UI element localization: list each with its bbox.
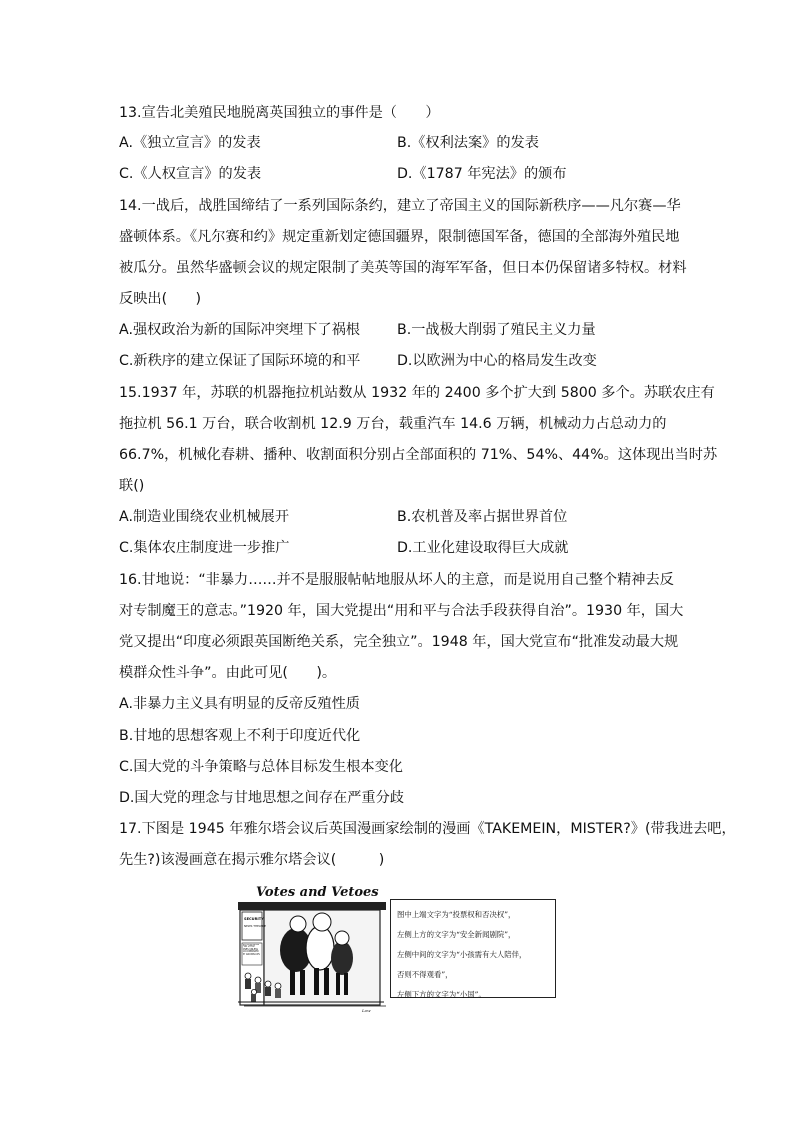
- admission-notice-text: NO ADMISSION FOR LITTLE ONES UNLESS ACCOMPANIED BY GROWN-UPS: [242, 943, 260, 956]
- caption-line: 图中上端文字为“投票权和否决权”，: [397, 910, 516, 919]
- q16-stem-line: 16.甘地说：“非暴力……并不是服服帖帖地服从坏人的主意，而是说用自己整个精神去反: [119, 572, 674, 588]
- small-figure: [251, 989, 256, 994]
- q16-stem-line: 党又提出“印度必须跟英国断绝关系，完全独立”。1948 年，国大党宣布“批准发动最大规: [119, 634, 679, 650]
- q14-stem-line: 盛顿体系。《凡尔赛和约》规定重新划定德国疆界，限制德国军备，德国的全部海外殖民地: [119, 229, 680, 245]
- q17-stem-line: 17.下图是 1945 年雅尔塔会议后英国漫画家绘制的漫画《TAKEMEIN，MISTER?》(带我进去吧，: [119, 821, 736, 837]
- q16-stem-line: 对专制魔王的意志。”1920 年，国大党提出“用和平与合法手段获得自治”。1930 年，国大: [119, 603, 684, 619]
- q15-stem-line: 15.1937 年，苏联的机器拖拉机站数从 1932 年的 2400 多个扩大到 5800 多个。苏联农庄有: [119, 385, 715, 401]
- small-figure: [275, 989, 281, 998]
- q16-option-a: A.非暴力主义具有明显的反帝反殖性质: [119, 696, 360, 712]
- small-figure: [245, 973, 251, 979]
- cartoon-caption-box: [390, 899, 556, 998]
- q13-option-b: B.《权利法案》的发表: [397, 135, 539, 151]
- cartoon-illustration: [234, 880, 394, 1015]
- small-figure: [255, 977, 261, 983]
- q16-option-d: D.国大党的理念与甘地思想之间存在严重分歧: [119, 790, 404, 806]
- q13-stem: 13.宣告北美殖民地脱离英国独立的事件是（ ）: [119, 105, 440, 121]
- small-figure: [265, 981, 271, 987]
- figure-right-leg: [344, 973, 348, 995]
- q14-option-c: C.新秩序的建立保证了国际环境的和平: [119, 353, 361, 369]
- q15-option-a: A.制造业围绕农业机械展开: [119, 509, 290, 525]
- figure-middle-coat: [306, 926, 334, 970]
- small-figure: [251, 994, 256, 1002]
- small-figure: [275, 983, 281, 989]
- caption-line: 左侧下方的文字为“小国”。: [397, 990, 486, 999]
- q13-option-a: A.《独立宣言》的发表: [119, 135, 261, 151]
- q14-option-d: D.以欧洲为中心的格局发生改变: [397, 353, 597, 369]
- caption-line: 左侧中间的文字为“小孩需有大人陪伴，: [397, 950, 527, 959]
- q15-stem-line: 联(): [119, 478, 145, 494]
- q14-stem-line: 反映出( ): [119, 291, 202, 307]
- q15-option-c: C.集体农庄制度进一步推广: [119, 540, 290, 556]
- q13-option-d: D.《1787 年宪法》的颁布: [397, 166, 567, 182]
- figure-left-leg: [290, 970, 295, 995]
- figure-right-coat: [331, 941, 353, 975]
- q16-option-c: C.国大党的斗争策略与总体目标发生根本变化: [119, 759, 403, 775]
- figure-left-head: [290, 916, 306, 932]
- figure-right-leg: [336, 973, 340, 995]
- caption-line: 否则不得观看”，: [397, 970, 453, 979]
- figure-middle-head: [313, 913, 331, 931]
- artist-signature: Low: [362, 1008, 371, 1013]
- figure-left-leg: [300, 970, 305, 995]
- q15-option-b: B.农机普及率占据世界首位: [397, 509, 568, 525]
- q17-stem-line: 先生?)该漫画意在揭示雅尔塔会议( ): [119, 852, 385, 868]
- figure-right-head: [335, 931, 349, 945]
- figure-middle-leg: [324, 968, 329, 995]
- q15-stem-line: 拖拉机 56.1 万台，联合收割机 12.9 万台，载重汽车 14.6 万辆，机械动力占总动力的: [119, 416, 667, 432]
- cartoon-headline: Votes and Vetoes: [256, 885, 379, 900]
- theatre-sign-subtext: NEWS THEATRE: [244, 924, 266, 928]
- q14-stem-line: 14.一战后，战胜国缔结了一系列国际条约，建立了帝国主义的国际新秩序——凡尔赛—华: [119, 198, 681, 214]
- q15-stem-line: 66.7%，机械化春耕、播种、收割面积分别占全部面积的 71%、54%、44%。这体现出当时苏: [119, 447, 718, 463]
- small-figure: [245, 979, 251, 989]
- figure-middle-leg: [314, 968, 319, 995]
- caption-line: 左侧上方的文字为“安全新闻剧院”，: [397, 930, 516, 939]
- q14-option-b: B.一战极大削弱了殖民主义力量: [397, 322, 596, 338]
- q16-option-b: B.甘地的思想客观上不利于印度近代化: [119, 728, 361, 744]
- q13-option-c: C.《人权宣言》的发表: [119, 166, 262, 182]
- building-cornice: [238, 902, 386, 910]
- theatre-sign-text: SECURITY: [244, 917, 264, 921]
- q14-option-a: A.强权政治为新的国际冲突埋下了祸根: [119, 322, 360, 338]
- q16-stem-line: 模群众性斗争”。由此可见( )。: [119, 665, 337, 681]
- small-figure: [265, 987, 271, 996]
- q14-stem-line: 被瓜分。虽然华盛顿会议的规定限制了美英等国的海军军备，但日本仍保留诸多特权。材料: [119, 260, 687, 276]
- q15-option-d: D.工业化建设取得巨大成就: [397, 540, 569, 556]
